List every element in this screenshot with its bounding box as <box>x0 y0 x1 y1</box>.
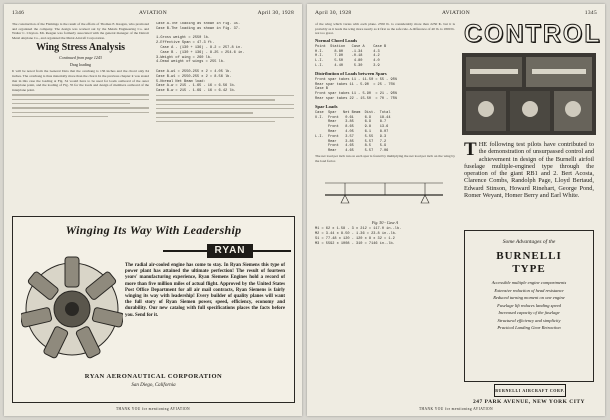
issue-date: April 30, 1928 <box>257 10 294 16</box>
ryan-corporation-name: RYAN AERONAUTICAL CORPORATION <box>84 373 223 380</box>
continued-note: Continued from page 1243 <box>59 55 102 61</box>
right-column-1 <box>315 22 455 410</box>
wing-stress-text: It will be noted from the General Data that the overhang is 136 inches and the chord only 64 inches. The overhang is thus materially more than the chord. In the previous chapter it was stated that in this case the loading at Fig. 34 would have to be used for loads outboard of the outer interplane point, and the loading of Fig. 35 for the loads and design of members outboard of the interplane point. <box>12 69 149 92</box>
list-item: Structural efficiency and simplicity <box>497 317 561 323</box>
page-footer: THANK YOU for mentioning AVIATION <box>115 407 191 411</box>
page-header <box>12 10 294 18</box>
table-title: Distribution of Loads between Spars <box>315 70 387 76</box>
ryan-headline: Winging Its Way With Leadership <box>65 223 242 237</box>
advantages-heading: Some Advantages of the <box>502 239 556 245</box>
list-item: Extensive reduction of head resistance <box>494 287 564 293</box>
brand-type: TYPE <box>512 263 546 275</box>
figure-caption: Fig. 50 - Case A <box>371 220 399 226</box>
advantages-box <box>464 230 594 382</box>
ryan-body-text: The radial air-cooled engine has come to stay. In Ryan Siemens this type of power plant has attained the ultimate perfection! The result of fourteen years' manufacturing experience, Ryan Siemens Engines hold a record of more than five million miles of actual flight. Approved by the United States Post Office Department for all air mail contracts, Ryan Siemens is fairly winging its way with leadership! Every builder of quality planes will want the full story of Ryan Siemen power, speed, efficiency, economy and durability. Our new catalog with full specifications places the facts before you. Send for it. <box>125 263 285 318</box>
list-item: Fuselage lift reduces landing speed <box>497 302 561 308</box>
burnelli-address: 247 PARK AVENUE, NEW YORK CITY <box>473 399 585 405</box>
aircraft-photo-collage <box>462 53 596 135</box>
control-intro-text: THE following test pilots have contributed to the demonstration of unsurpassed control and achievement in design of the Burnelli airfoil fuselage multiple-engined type through the operation of the giant RB1 and 2. Bert Acosta, Clarence Combs, Randolph Page, Lloyd Bertaud, Edward Stinson, Howard Rinehart, George Pond, Romer Weyant, Homer Berry and Earl White. <box>464 139 594 200</box>
table-title: Normal Chord Loads <box>315 37 358 43</box>
formula-block: Case A-The loading as shown in Fig. 35. Case B-The loading as shown in Fig. 37. 1-Gross weight = 2550 lb. 2-Effective Span = 47.3 ft. Case A - (130 + 136) - 8.2 = 257.8 in. Case B - (130 + 136) - 8.25 = 254.6 in. 3-Weight of wing = 260 lb. 4-Dead weight of wings = 255 lb. Case A-w1 = 2550-255 x 2 = 4.05 lb. Case B-w1 = 2550-255 x 2 = 8.56 lb. 5-Normal Net Beam load: Case A-w = 215 - 1.65 - 16 = 6.56 lb. Case B-w = 215 - 1.69 - 16 = 6.42 lb. <box>156 22 245 94</box>
ryan-advertisement <box>12 216 295 403</box>
article-top-text: The construction of the Flamingo is the result of the efforts of Thomas E. Reagan, who promoted and organized the company. The design was worked out by the Metals Engineering Co. and Walter C. Clayton. Mr. Reagan was formerly associated with the general manager of the Detroit Metal Airplane Co., and organized the Metal Aircraft Corporation. <box>12 22 149 40</box>
intro-text: of the wing which varies with each plane. 2350 lb. is considerably more than 2250 lb. but it is probably as it leads the wing more nearly as it first as the safe rule. A difference of 40 lb. is 1800 lb. not too great. <box>315 22 455 36</box>
left-column-2 <box>156 22 294 212</box>
left-column-1 <box>12 22 149 212</box>
advantages-list <box>471 279 587 332</box>
sub-heading: Drag loading <box>70 62 91 68</box>
spar-figure <box>315 165 453 215</box>
section-title: Wing Stress Analysis <box>35 42 126 54</box>
list-item: Practical Landing Gear Retraction <box>497 325 561 330</box>
body-text: The net load per inch run on each spar is found by multiplying the net load per inch on the wing by the load factor. <box>315 153 455 163</box>
list-item: Increased capacity of the fuselage <box>498 310 560 315</box>
ryan-city: San Diego, California <box>131 383 176 388</box>
left-page <box>4 4 302 416</box>
journal-name: AVIATION <box>442 10 470 16</box>
drop-cap: T <box>464 139 477 160</box>
control-title: CONTROL <box>464 20 602 48</box>
radial-engine-illustration <box>21 251 123 369</box>
spar-distribution-table: Front spar takes 11 - 11.50 = 55 - 95% Rear spar takes 11 - 5.90 = 25 - 75% Case B Front spar takes 11 - 5.90 = 21 - 95% Rear spar takes 22 - 15.50 = 70 - 75% <box>315 77 397 101</box>
page-number: 1346 <box>12 10 25 16</box>
page-footer: THANK YOU for mentioning AVIATION <box>418 407 494 411</box>
list-item: Accessible multiple engine compartments <box>491 280 567 285</box>
text-lines <box>156 95 294 122</box>
moment-formulas: M1 = 62 x 1.58 - 3 x 212 = 117.0 in.-lb. M2 = 3.44 x 8.50 - 1.36 = 23.8 in.-lb. S1 = 77.48 x 120 - 120 x 8 x 32 = 1.2 M3 = 5592 x 1008 - 310 = 7146 in.-lb. <box>315 227 402 246</box>
burnelli-logo: BURNELLI AIRCRAFT CORP. <box>494 384 566 397</box>
burnelli-advertisement <box>460 20 602 414</box>
ryan-logo: RYAN <box>207 244 253 258</box>
chord-loads-table: Point Station Case A Case B H.I. 8.80 -1.34 4.3 H.I. 7.90 -0.18 4.2 L.I. 5.50 4.80 4.0 L.I. 4.40 5.30 3.9 <box>315 44 387 68</box>
brand-name: BURNELLI <box>496 250 562 262</box>
journal-name: AVIATION <box>139 10 167 16</box>
list-item: Reduced turning moment on one engine <box>493 295 565 300</box>
issue-date: April 30, 1928 <box>315 10 352 16</box>
table-title: Spar Loads <box>315 103 338 109</box>
right-page <box>307 4 605 416</box>
text-lines <box>12 94 149 117</box>
page-number: 1345 <box>584 10 597 16</box>
spar-loads-table: Case Spar Net Beam Dist. Total U.I. Front 0.61 6.9 18.44 Rear 3.85 6.9 8.7 Front 8.65 9.8 13.6 Rear 4.05 6.1 8.07 L.I. Front 3.57 5.55 9.3 Rear 3.85 5.57 7.2 Front 4.65 8.5 5.9 Rear 4.65 5.57 7.06 <box>315 110 391 154</box>
aircraft-photo-image <box>462 53 596 135</box>
page-header <box>315 10 597 18</box>
